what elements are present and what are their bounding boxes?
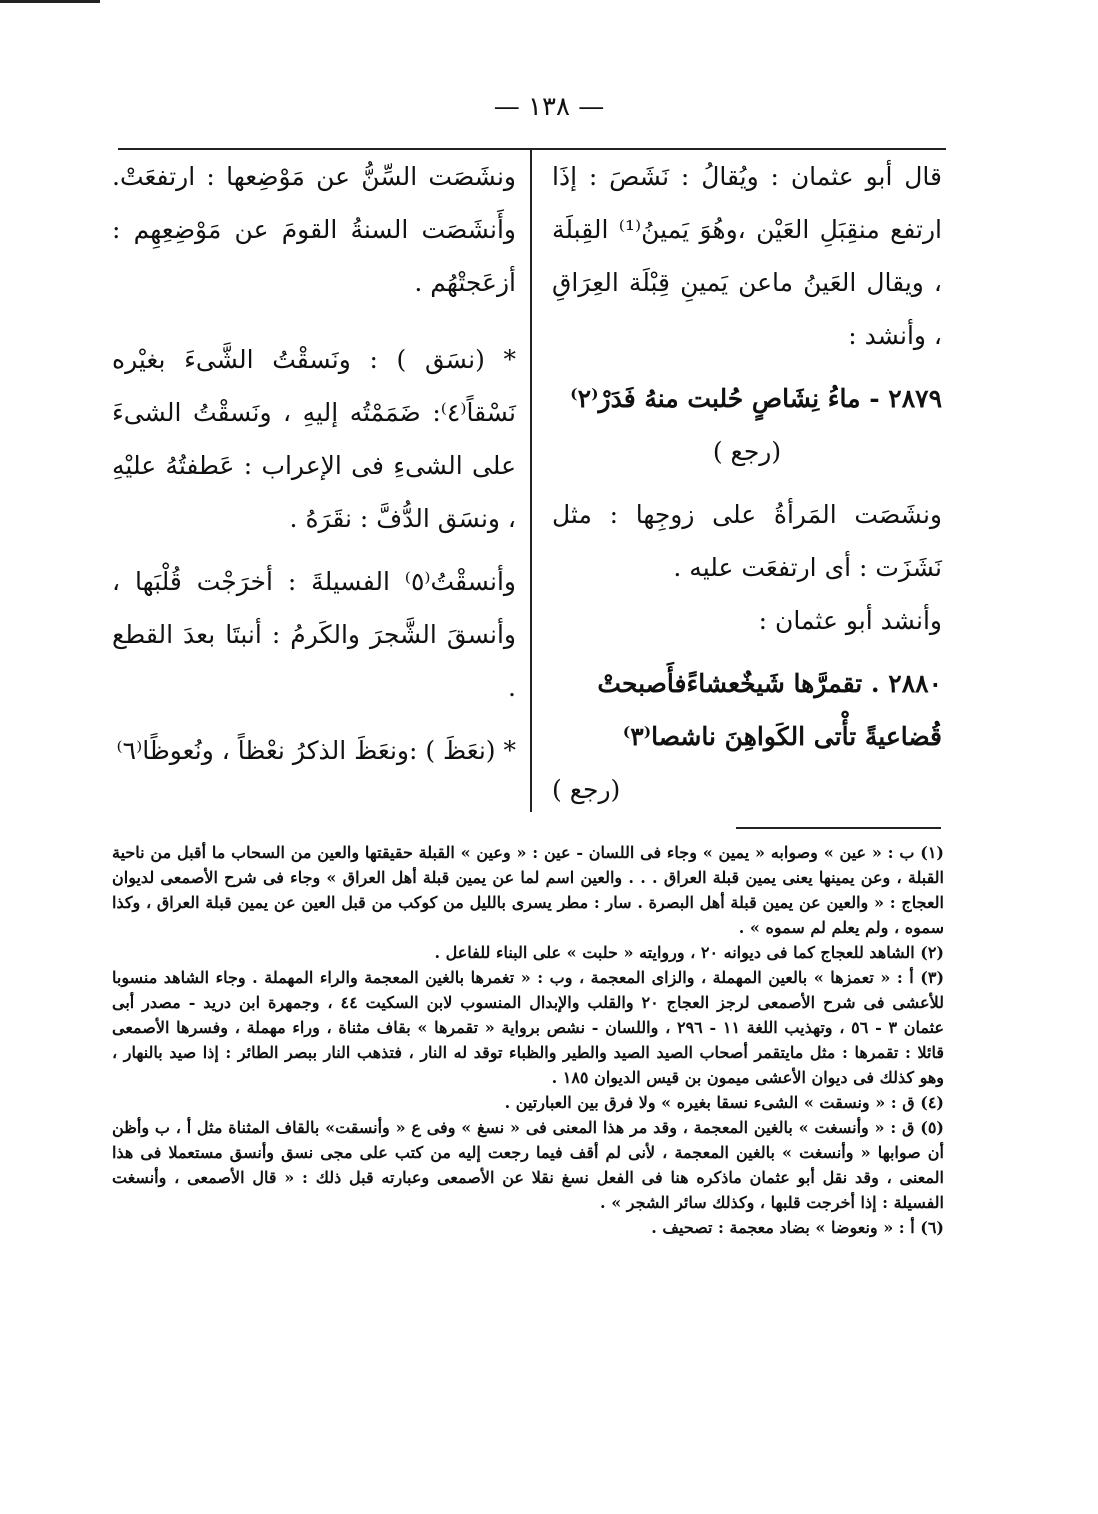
- column-divider: [530, 150, 532, 812]
- footnote-3: (٣) أ : « تعمزها » بالعين المهملة ، والزاى المعجمة ، وب : « تغمرها بالغين المعجمة والراء المهملة . وجاء الشاهد منسوبا للأعشى فى شرح الأصمعى لرجز العجاج ٢٠ والقلب والإبدال المنسوب لابن السكيت ٤٤ ، وجمهرة ابن دريد - مصدر أبى عثمان ٣ - ٥٦ ، وتهذيب اللغة ١١ - ٢٩٦ ، واللسان - نشص برواية « تقمرها » بقاف مثناة ، وراء مهملة ، وفسرها الأصمعى قائلا : تقمرها : مثل مايتقمر أصحاب الصيد الصيد والطير والظباء توقد له النار ، فتذهب النار ببصر الطائر : إذا صيد بالنهار ، وهو كذلك فى ديوان الأعشى ميمون بن قيس الديوان ١٨٥ .: [112, 968, 945, 1087]
- right-paragraph-1: قال أبو عثمان : ويُقالُ : نَشَصَ : إذَا ارتفع منقِبَلِ العَيْن ،وهُوَ يَمينُ⁽¹⁾ القِبلَة ، ويقال العَينُ ماعن يَمينِ قِبْلَة العِرَاقِ ، وأنشد :: [552, 162, 942, 350]
- rajaz-label-1: (رجع ): [712, 437, 782, 466]
- footnote-rule: [736, 827, 941, 829]
- footnote-1: (١) ب : « عين » وصوابه « يمين » وجاء فى اللسان - عين : « وعين » القبلة حقيقتها والعين من السحاب ما أقبل من ناحية القبلة ، وعن يمينها يعنى يمين قبلة العراق . . . والعين اسم لما عن يمين قبلة أهل العراق » وجاء فى شرح الأصمعى لديوان العجاج : « والعين عن يمين قبلة أهل البصرة . سار : مطر يسرى بالليل من كوكب من قبل العين عن يمين قبلة العراق ، وكذا سموه ، ولم يعلم لم سموه » .: [112, 843, 944, 937]
- entry-nasaq: * (نسَق ) : ونَسقْتُ الشَّىءَ بغيْره نَسْقاً⁽٤⁾: ضَمَمْتُه إليهِ ، ونَسقْتُ الشىءَ على الشىءِ فى الإعراب : عَطفتُهُ عليْهِ ، ونسَق الدُّفَّ : نقَرَهُ .: [112, 345, 516, 533]
- right-paragraph-2: ونشَصَت المَرأةُ على زوجِها : مثل نَشَزَت : أى ارتفعَت عليه .: [552, 500, 942, 582]
- left-column: [112, 150, 516, 777]
- entry-naaza: * (نعَظَ ) :ونعَظَ الذكرُ نعْظاً ، ونُعوظًا⁽٦⁾: [116, 736, 516, 765]
- page-number: — ١٣٨ —: [493, 92, 605, 122]
- verse-2880-first-hemistich: ٢٨٨٠ . تقمرَّها شَيخٌعشاءًفأَصبحتْ: [597, 669, 942, 698]
- footnote-4: (٤) ق : « ونسقت » الشىء نسقا بغيره » ولا فرق بين العبارتين .: [504, 1093, 944, 1112]
- footnote-6: (٦) أ : « ونعوضا » بضاد معجمة : تصحيف .: [651, 1218, 944, 1237]
- left-paragraph-3: وأنسقْتُ⁽٥⁾ الفسيلةَ : أخرَجْت قُلْبَها ، وأنسقَ الشَّجرَ والكَرمُ : أنبتَا بعدَ القطع .: [112, 567, 516, 702]
- right-column: [552, 150, 942, 816]
- verse-2879: ٢٨٧٩ - ماءُ نِشَاصٍ حُلبت منهُ فَدَرْ⁽٢⁾: [570, 384, 942, 413]
- right-paragraph-3: وأنشد أبو عثمان :: [758, 606, 942, 635]
- left-paragraph-1: ونشَصَت السِّنُّ عن مَوْضِعها : ارتفعَتْ. وأَنشَصَت السنةُ القومَ عن مَوْضِعِهِم : أزعَجتْهُم .: [112, 162, 516, 297]
- footnote-2: (٢) الشاهد للعجاج كما فى ديوانه ٢٠ ، وروايته « حلبت » على البناء للفاعل .: [434, 943, 944, 962]
- footnote-5: (٥) ق : « وأنسغت » بالغين المعجمة ، وقد مر هذا المعنى فى « نسغ » وفى ع « وأنسقت» بالقاف المثناة مثل أ ، ب وأظن أن صوابها « وأنسغت » بالغين المعجمة ، لأنى لم أقف فيما رجعت إليه من كتب على مجى نسق وأنسق مستعملا فى هذا المعنى ، وقد نقل أبو عثمان ماذكره هنا فى الفعل نسغ نقلا عن الأصمعى وعبارته قبل ذلك : « قال الأصمعى ، وأنسغت الفسيلة : إذا أخرجت قلبها ، وكذلك سائر الشجر » .: [112, 1118, 944, 1212]
- verse-2880-second-hemistich: قُضاعيةً تأْتى الكَواهِنَ ناشصا⁽٣⁾: [622, 722, 942, 751]
- rajaz-label-2: (رجع ): [552, 775, 621, 804]
- top-edge-rule: [0, 0, 100, 3]
- footnotes: [112, 840, 944, 1240]
